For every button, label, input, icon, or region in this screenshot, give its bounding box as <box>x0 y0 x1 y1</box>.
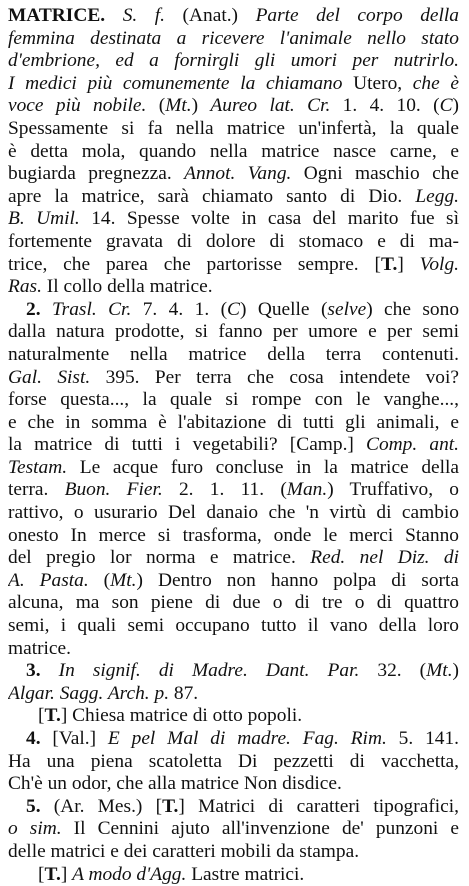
text-segment: 14. Spesse volte in casa del marito fue sì <box>79 208 459 230</box>
text-line <box>8 321 459 344</box>
text-line <box>8 525 459 548</box>
text-segment: ) <box>191 95 211 117</box>
text-line <box>8 367 459 390</box>
text-segment: selve <box>327 298 367 320</box>
text-segment: ) Truffativo, o <box>327 479 459 501</box>
text-segment: [ <box>38 863 45 885</box>
text-segment: T. <box>162 795 179 817</box>
text-segment: matrice. <box>8 637 71 659</box>
text-segment: naturalmente nella matrice della terra contenuti. <box>8 343 459 365</box>
text-line <box>8 5 459 28</box>
text-line <box>8 28 459 51</box>
text-segment: ) <box>452 95 459 117</box>
text-line <box>8 50 459 73</box>
text-segment: Lastre matrici. <box>186 863 305 885</box>
text-segment: Man. <box>286 479 328 501</box>
text-segment: ) che sono <box>366 298 459 320</box>
text-segment: ) Quelle ( <box>239 298 328 320</box>
text-line <box>8 547 459 570</box>
text-segment: che è <box>412 72 459 94</box>
text-segment: ) <box>452 660 459 682</box>
text-segment: apre la matrice, sarà chiamato santo di Dio. <box>8 185 416 207</box>
text-segment: C <box>227 298 240 320</box>
text-line <box>8 276 459 299</box>
text-segment: Volg. <box>419 253 459 275</box>
text-segment: è detta mola, quando nella matrice nasce carne, e <box>8 140 459 162</box>
text-segment: Mt. <box>165 95 192 117</box>
text-segment: trice, che parea che partorisse sempre. [ <box>8 253 381 275</box>
text-line <box>8 434 459 457</box>
text-segment: 395. Per terra che cosa intendete voi? <box>90 366 459 388</box>
text-segment: (Anat.) <box>165 5 256 26</box>
text-line <box>8 163 459 186</box>
text-segment: 7. 4. 1. ( <box>131 298 228 320</box>
text-line <box>8 118 459 141</box>
text-segment: 4. <box>26 728 53 749</box>
text-segment: Ha una piena scatoletta Di pezzetti di vacchetta, <box>8 750 459 772</box>
text-segment: Algar. Sagg. Arch. p. <box>8 682 170 704</box>
text-segment: ( <box>88 569 111 591</box>
text-segment: 32. ( <box>359 660 427 682</box>
text-segment: terra. <box>8 479 65 501</box>
text-segment: S. f. <box>122 5 166 26</box>
text-line <box>8 141 459 164</box>
text-segment: Testam. <box>8 456 68 478</box>
text-line <box>8 479 459 502</box>
text-line <box>8 95 459 118</box>
text-segment: ] Chiesa matrice di otto popoli. <box>60 705 303 727</box>
text-line <box>8 389 459 412</box>
text-segment: Mt. <box>110 569 137 591</box>
text-line <box>8 615 459 638</box>
text-line <box>8 773 459 796</box>
text-segment: Comp. ant. <box>366 434 459 456</box>
text-segment: 2. 1. 11. ( <box>162 479 287 501</box>
text-segment: del pregio lor norma e matrice. <box>8 547 311 569</box>
text-segment: B. Umil. <box>8 208 80 230</box>
text-segment: (Ar. Mes.) [ <box>53 795 163 817</box>
text-segment: la matrice di tutti i vegetabili? [Camp.] <box>8 434 367 456</box>
text-segment: Legg. <box>415 185 459 207</box>
text-segment: dalla natura prodotte, si fanno per umore e per semi <box>8 321 459 343</box>
text-segment: 87. <box>169 682 199 704</box>
text-line <box>8 683 459 706</box>
text-segment: Mt. <box>426 660 453 682</box>
text-segment: I medici più comunemente la chiamano <box>8 72 354 94</box>
text-segment: A. Pasta. <box>8 569 89 591</box>
text-line <box>8 254 459 277</box>
text-segment: 1. 4. 10. ( <box>330 95 440 117</box>
text-segment: Le acque furo concluse in la matrice della <box>67 456 459 478</box>
text-line <box>8 570 459 593</box>
text-line <box>8 818 459 841</box>
text-line <box>8 728 459 751</box>
text-segment: ] Matrici di caratteri tipografici, <box>178 795 459 817</box>
text-segment: forse questa..., la quale si rompe con le vanghe..., <box>8 389 459 411</box>
text-segment: e che in somma è l'abitazione di tutti gli animali, e <box>8 411 459 433</box>
text-segment: MATRICE. <box>8 5 106 26</box>
text-segment: T. <box>381 253 398 275</box>
text-segment: T. <box>44 705 61 727</box>
text-segment: ] <box>60 863 73 885</box>
text-line <box>8 412 459 435</box>
text-segment: Ogni maschio che <box>291 163 459 185</box>
text-segment: bugiarda pregnezza. <box>8 163 185 185</box>
text-segment: [Val.] <box>52 728 108 749</box>
text-segment: Red. nel Diz. di <box>310 547 459 569</box>
text-line <box>8 705 459 728</box>
text-line <box>8 73 459 96</box>
text-segment: Ch'è un odor, che alla matrice Non disdice. <box>8 773 342 795</box>
text-segment: A modo d'Agg. <box>72 863 187 885</box>
text-line <box>8 457 459 480</box>
text-segment: Ras. <box>8 276 42 298</box>
text-segment: semi, i quali semi occupano tutto il vano della loro <box>8 615 459 637</box>
text-segment: Parte del corpo della <box>255 5 459 26</box>
text-segment: C <box>439 95 453 117</box>
text-line <box>8 751 459 774</box>
text-segment: Il Cennini ajuto all'invenzione de' punzoni e <box>61 818 459 840</box>
text-segment: 3. <box>26 660 59 682</box>
text-line <box>8 796 459 819</box>
text-segment <box>105 5 123 26</box>
dictionary-entry-matrice <box>8 5 459 886</box>
text-segment: voce più nobile. <box>8 95 147 117</box>
text-segment: Utero, <box>353 72 413 94</box>
text-segment: femmina destinata a ricevere l'animale nello stato <box>8 27 459 49</box>
text-segment: T. <box>44 863 61 885</box>
text-line <box>8 841 459 864</box>
text-segment: Aureo lat. Cr. <box>210 95 331 117</box>
text-segment: Il collo della matrice. <box>41 276 213 298</box>
text-segment: ( <box>146 95 166 117</box>
text-segment: ] <box>397 253 420 275</box>
text-segment: ) Dentro non hanno polpa di sorta <box>136 569 459 591</box>
text-line <box>8 592 459 615</box>
text-segment: delle matrici e dei caratteri mobili da stampa. <box>8 840 360 862</box>
text-segment: 5. 141. <box>386 728 459 749</box>
text-segment: Trasl. Cr. <box>51 298 132 320</box>
text-segment: alcuna, ma son piene di due o di tre o di quattro <box>8 592 459 614</box>
text-segment: Gal. Sist. <box>8 366 91 388</box>
text-line <box>8 502 459 525</box>
text-line <box>8 231 459 254</box>
text-segment: fortemente gravata di dolore di stomaco e di ma- <box>8 230 459 252</box>
text-line <box>8 864 459 886</box>
text-segment: Annot. Vang. <box>184 163 292 185</box>
text-segment: onesto In merce si trasforma, onde le merci Stanno <box>8 524 459 546</box>
text-segment: Buon. Fier. <box>64 479 163 501</box>
text-line <box>8 660 459 683</box>
text-segment: 5. <box>26 795 54 817</box>
text-line <box>8 299 459 322</box>
text-segment: rattivo, o usurario Del danaio che 'n virtù di cambio <box>8 502 459 524</box>
text-segment: 2. <box>26 298 52 320</box>
text-segment: In signif. di Madre. Dant. Par. <box>58 660 360 682</box>
text-line <box>8 208 459 231</box>
text-line <box>8 186 459 209</box>
text-segment: E pel Mal di madre. Fag. Rim. <box>107 728 387 749</box>
text-line <box>8 638 459 661</box>
text-segment: [ <box>38 705 45 727</box>
text-segment: o sim. <box>8 818 62 840</box>
text-line <box>8 344 459 367</box>
text-segment: Spessamente si fa nella matrice un'infertà, la quale <box>8 117 459 139</box>
text-segment: d'embrione, ed a fornirgli gli umori per nutrirlo. <box>8 50 459 72</box>
